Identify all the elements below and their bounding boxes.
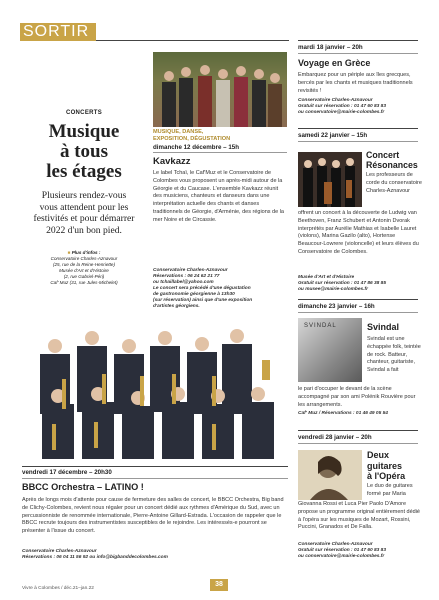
opera-rule — [298, 443, 418, 444]
kavkazz-body: Le label Tchaï, le Caf'Muz et le Conservatoire de Colombes vous proposent un après-midi autour de la Géorgie et du Caucase. L'ensemble Kavkazz réunit des musiciens, chanteurs et danseurs dans une interprétation actuelle des chants et danses traditionnels de Géorgie, d'Arménie, des régions de la mer Noire et de Circassie. — [153, 170, 284, 223]
lead-title-line: à tous — [59, 141, 109, 162]
tag-line: EXPOSITION, DÉGUSTATION — [153, 136, 231, 142]
kavkazz-title: Kavkazz — [153, 156, 191, 167]
meta-line: ou conservatoire@mairie-colombes.fr — [298, 554, 385, 559]
meta-line: de gastronomie géorgienne à 13h30 — [153, 292, 235, 297]
svindal-body-wrap: Svindal est une échappée folk, teintée de rock. Batteur, chanteur, guitariste, Svindal a fait — [367, 336, 421, 374]
svindal-title: Svindal — [367, 322, 400, 332]
meta-line: Conservatoire Charles-Aznavour — [298, 98, 373, 103]
infos-line: Musée d'Art et d'Histoire — [59, 268, 109, 274]
opera-body-wrap: Le duo de guitares formé par Maria — [367, 483, 413, 497]
lead-title-line: Musique — [48, 121, 120, 142]
lead-intro: Plusieurs rendez-vous vous attendent pour les festivités et pour démarrer 2022 d'un bon pied. — [33, 190, 135, 236]
svindal-body: le pari d'occuper le devant de la scène accompagné par son ami Polénik Rouvière pour les arrangements. — [298, 386, 416, 408]
voyage-title: Voyage en Grèce — [298, 58, 371, 68]
opera-date: vendredi 28 janvier – 20h — [298, 434, 372, 441]
meta-line: Le concert sera précédé d'une dégustation — [153, 286, 251, 291]
meta-line: Conservatoire Charles-Aznavour — [298, 542, 373, 547]
voyage-body: Embarquez pour un périple aux îles grecques, bercés par les chants et musiques traditionnels revisités ! — [298, 72, 413, 94]
svindal-meta — [298, 411, 422, 417]
meta-line: Conservatoire Charles-Aznavour — [153, 268, 228, 273]
kavkazz-photo — [153, 52, 287, 127]
svindal-rule — [298, 312, 418, 313]
page-number: 38 — [210, 579, 228, 591]
right-top-rule — [298, 40, 418, 41]
resonances-body: offrent un concert à la découverte de Ludwig van Beethoven, Franz Schubert et Antonin Dvorak interprétés par Aurélie Mathias et Isabelle Lauret (violons), Marina Gazilo (alto), Hortense Beaucour-Lowrere (violoncelle) et leurs élèves du Conservatoire de Colombes. — [298, 210, 419, 255]
voyage-meta — [298, 98, 420, 116]
lead-category: CONCERTS — [65, 110, 103, 116]
svindal-cover-text: SVINDAL — [304, 323, 337, 329]
title-line: Résonances — [366, 160, 418, 170]
infos-line: Conservatoire Charles-Aznavour — [50, 256, 118, 262]
meta-line: ou conservatoire@mairie-colombes.fr — [298, 110, 385, 115]
kavkazz-rule — [153, 152, 287, 153]
title-line: à l'Opéra — [367, 471, 406, 481]
kavkazz-meta — [153, 268, 289, 310]
opera-title — [367, 450, 405, 482]
opera-meta — [298, 542, 422, 560]
lead-title — [32, 122, 136, 182]
meta-line: Musée d'Art et d'Histoire — [298, 275, 355, 280]
meta-line: d'artistes géorgiens. — [153, 304, 200, 309]
lead-infos — [32, 250, 136, 286]
resonances-photo — [298, 152, 362, 207]
svindal-cover — [298, 318, 362, 382]
meta-line: Réservations : 06 04 11 56 92 ou info@bigbanddecolombes.com — [22, 555, 168, 560]
resonances-date: samedi 22 janvier – 15h — [298, 132, 368, 139]
title-line: Deux — [367, 450, 390, 460]
bbcc-body: Après de longs mois d'attente pour cause de fermeture des salles de concert, le BBCC Orchestra, Big band de Clichy-Colombes, revient nous régaler pour un concert dédié aux rythmes d'Amérique du Sud, avec un percussionniste de renommée internationale, Pierre-Antoine Gillard-Estrada. L'occasion de rappeler que le BBCC recrute toujours des instrumentistes susceptibles de le rejoindre. Les intéressés-e pourront se présenter à l'issue du concert. — [22, 497, 284, 535]
meta-line: ou tchaillabel@yahoo.com — [153, 280, 214, 285]
voyage-date: mardi 18 janvier – 20h — [298, 44, 363, 51]
kavkazz-tag — [153, 129, 230, 143]
bbcc-orchestra-photo — [22, 324, 288, 459]
bbcc-date: vendredi 17 décembre – 20h30 — [22, 469, 112, 476]
plus-icon: ■ — [67, 250, 72, 256]
infos-label: Plus d'infos : — [71, 250, 101, 256]
footer-issue: Vivre à Colombes / déc.21–jan.22 — [22, 586, 94, 591]
lead-block — [32, 110, 136, 286]
infos-line: Caf' Muz (31, rue Jules-Michelet) — [50, 280, 118, 286]
bbcc-top-rule — [22, 466, 288, 467]
meta-line: (sur réservation) ainsi que d'une exposition — [153, 298, 253, 303]
resonances-meta — [298, 275, 422, 293]
opera-top-rule — [298, 430, 418, 431]
resonances-title — [366, 150, 418, 170]
lead-title-line: les étages — [46, 161, 122, 182]
infos-line: (2, rue Gabriel-Péri) — [63, 274, 105, 280]
svindal-date: dimanche 23 janvier – 16h — [298, 303, 375, 310]
title-line: Concert — [366, 150, 400, 160]
tag-line: MUSIQUE, DANSE, — [153, 129, 204, 135]
resonances-top-rule — [298, 128, 418, 129]
bbcc-title: BBCC Orchestra – LATINO ! — [22, 482, 144, 492]
meta-line: Gratuit sur réservation : 01 47 60 83 83 — [298, 548, 386, 553]
title-line: guitares — [367, 460, 403, 471]
meta-line: Gratuit sur réservation : 01 47 60 83 83 — [298, 104, 386, 109]
opera-body: Giovanna Rossi et Luca Pier Paolo D'Amore propose un programme original entièrement dédié à l'opéra sur les musiques de Mozart, Rossini, Puccini, Granados et De Falla. — [298, 501, 420, 531]
bbcc-meta — [22, 549, 288, 561]
meta-line: Conservatoire Charles-Aznavour — [22, 549, 97, 554]
meta-line: Gratuit sur réservation : 01 47 86 38 85 — [298, 281, 386, 286]
section-label: SORTIR — [23, 23, 90, 40]
voyage-rule — [298, 53, 418, 54]
kavkazz-date: dimanche 12 décembre – 15h — [153, 144, 239, 151]
resonances-body-wrap: Les professeurs de corde du conservatoire Charles-Aznavour — [366, 172, 422, 194]
meta-line: ou musee@mairie-colombes.fr — [298, 287, 368, 292]
opera-portrait — [298, 450, 362, 500]
resonances-rule — [298, 141, 418, 142]
meta-line: Réservations : 06 24 62 21 77 — [153, 274, 220, 279]
header-rule — [96, 40, 289, 41]
svindal-top-rule — [298, 299, 418, 300]
bbcc-rule — [22, 478, 288, 479]
infos-line: (25, rue de la Reine-Henriette) — [52, 262, 116, 268]
meta-line: Caf' Muz / Réservations : 01 46 49 05 54 — [298, 411, 388, 416]
section-band — [20, 23, 96, 41]
